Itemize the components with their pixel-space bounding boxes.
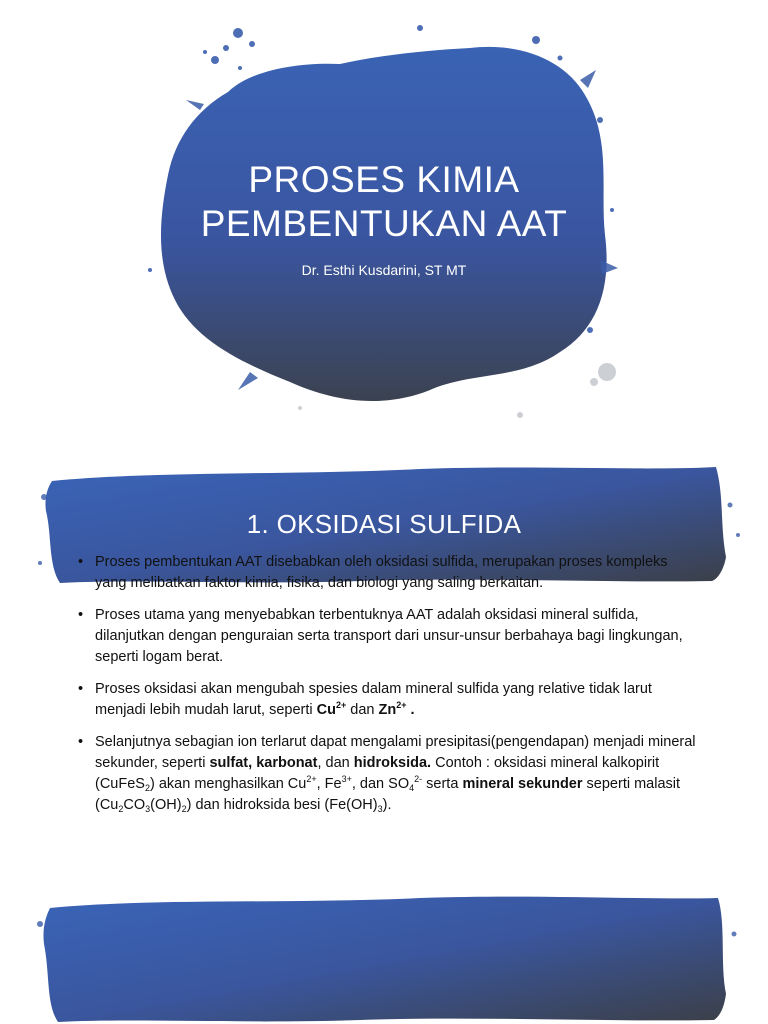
paint-band-background <box>0 884 768 1024</box>
slide-title <box>150 158 618 246</box>
content-slide <box>0 445 768 885</box>
zn-ion: Zn <box>378 702 397 718</box>
list-item <box>78 732 698 816</box>
bullet-marker: • <box>78 607 84 623</box>
bullet-text: Proses oksidasi akan mengubah spesies dalam mineral sulfida yang relative tidak larut menjadi lebih mudah larut, seperti $Cu^{2+}$ dan $Zn^{2+}$ . <box>95 681 652 718</box>
list-item <box>78 552 698 594</box>
bullet-marker: • <box>78 554 84 570</box>
list-item <box>78 605 698 668</box>
bullet-text: Selanjutnya sebagian ion terlarut dapat mengalami presipitasi(pengendapan) menjadi mineral sekunder, seperti sulfat, karbonat, dan hidroksida. Contoh : oksidasi mineral kalkopirit (CuFeS$_2$) akan menghasilkan $Cu^{2+}$, $Fe^{3+}$, dan $SO_4^{2-}$ serta mineral sekunder seperti malasit $(Cu_2CO_3(OH)_2)$ dan hidroksida besi $(Fe(OH)_3)$. <box>95 734 696 814</box>
title-line-1: PROSES KIMIA <box>248 159 520 200</box>
cu-ion: Cu <box>316 702 336 718</box>
section-heading: 1. OKSIDASI SULFIDA <box>246 509 522 539</box>
bullet-text: Proses pembentukan AAT disebabkan oleh oksidasi sulfida, merupakan proses kompleks yang melibatkan faktor kimia, fisika, dan biologi yang saling berkaitan. <box>95 554 668 591</box>
title-line-2: PEMBENTUKAN AAT <box>200 203 568 244</box>
bullet-list <box>78 552 698 827</box>
list-item <box>78 679 698 721</box>
bullet-marker: • <box>78 681 84 697</box>
next-slide-preview <box>0 884 768 1024</box>
title-slide <box>0 0 768 440</box>
bullet-text: Proses utama yang menyebabkan terbentuknya AAT adalah oksidasi mineral sulfida, dilanjutkan dengan penguraian serta transport dari unsur-unsur berbahaya bagi lingkungan, seperti logam berat. <box>95 607 683 665</box>
bullet-marker: • <box>78 734 84 750</box>
author-subtitle: Dr. Esthi Kusdarini, ST MT <box>301 262 467 278</box>
